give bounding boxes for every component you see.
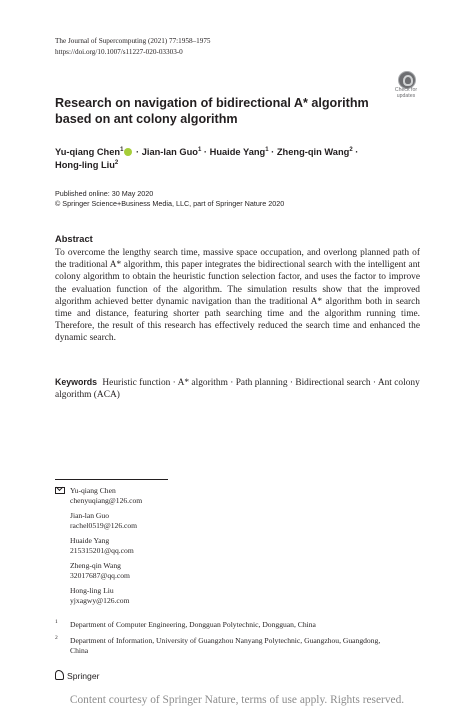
publisher-logo [55,670,99,681]
author-affil-sup: 1 [198,147,202,153]
contact-email[interactable]: 215315201@qq.com [70,545,134,555]
keywords-text: Heuristic function · A* algorithm · Path planning · Bidirectional search · Ant colony algorithm (ACA) [55,378,420,401]
author-affil-sup: 1 [120,147,124,153]
check-for-updates-label: Check for updates [394,87,418,99]
author-name[interactable]: Zheng-qin Wang [276,147,350,157]
contact-entry [70,511,270,530]
doi-link[interactable]: https://doi.org/10.1007/s11227-020-03303-0 [55,47,183,56]
footnote-divider [55,479,168,480]
article-title: Research on navigation of bidirectional A* algorithm based on ant colony algorithm [55,96,369,126]
publication-info [55,189,284,209]
contact-entry [70,561,270,580]
keywords-section [55,376,430,401]
author-affil-sup: 1 [265,147,269,153]
author-name[interactable]: Yu-qiang Chen [55,147,121,157]
contact-email[interactable]: chenyuqiang@126.com [70,495,143,505]
published-date: Published online: 30 May 2020 [55,189,154,198]
contact-name: Huaide Yang [70,536,110,545]
contact-entry [70,486,270,505]
springer-horse-icon [55,670,64,680]
publisher-name: Springer [67,671,100,681]
abstract-heading: Abstract [55,234,93,244]
orcid-icon[interactable] [124,148,132,156]
envelope-icon [55,487,65,494]
contact-email[interactable]: 32017687@qq.com [70,570,130,580]
affiliation-text: Department of Information, University of Guangzhou Nanyang Polytechnic, Guangzhou, Guangdong, China [70,636,381,655]
contact-name: Hong-ling Liu [70,586,114,595]
author-name[interactable]: Hong-ling Liu [55,160,115,170]
contact-email[interactable]: yjxagwy@126.com [70,595,130,605]
courtesy-watermark: Content courtesy of Springer Nature, terms of use apply. Rights reserved. [69,694,405,706]
journal-citation: The Journal of Supercomputing (2021) 77:1958–1975 [55,37,211,45]
contact-entry [70,536,270,555]
abstract-text: To overcome the lengthy search time, massive space occupation, and overlong planned path of the traditional A* algorithm, this paper integrates the bidirectional search with the intelligent ant colony algorithm to obtain the heuristic function selection factor, and uses the factor to improve the evaluation function of the algorithm. The simulation results show that the improved algorithm achieved better dynamic navigation than the traditional A* algorithm both in search time and distance, featuring shorter path searching time and the algorithm running time. Therefore, the result of this research has effectively reduced the search time and enhanced the dynamic search. [55,248,420,344]
author-list: Yu-qiang Chen$^1$ · Jian-lan Guo$^1$ · Huaide Yang$^1$ · Zheng-qin Wang$^2$ · Hong-ling Liu$^2$ [55,147,359,170]
copyright-line: © Springer Science+Business Media, LLC, part of Springer Nature 2020 [55,199,285,208]
affiliation-text: Department of Computer Engineering, Dongguan Polytechnic, Dongguan, China [70,620,316,629]
author-affil-sup: 2 [349,147,353,153]
affiliation-number: 1 [55,619,58,625]
journal-header [55,36,211,57]
keywords-label: Keywords [55,377,98,387]
contact-email[interactable]: rachel0519@126.com [70,520,138,530]
author-name[interactable]: Jian-lan Guo [141,147,198,157]
affiliation-number: 2 [55,635,58,641]
contact-name: Zheng-qin Wang [70,561,121,570]
author-affil-sup: 2 [114,160,119,166]
contact-name: Jian-lan Guo [70,511,110,520]
author-name[interactable]: Huaide Yang [209,147,266,157]
contact-entry [70,586,270,605]
contact-name: Yu-qiang Chen [70,486,116,495]
